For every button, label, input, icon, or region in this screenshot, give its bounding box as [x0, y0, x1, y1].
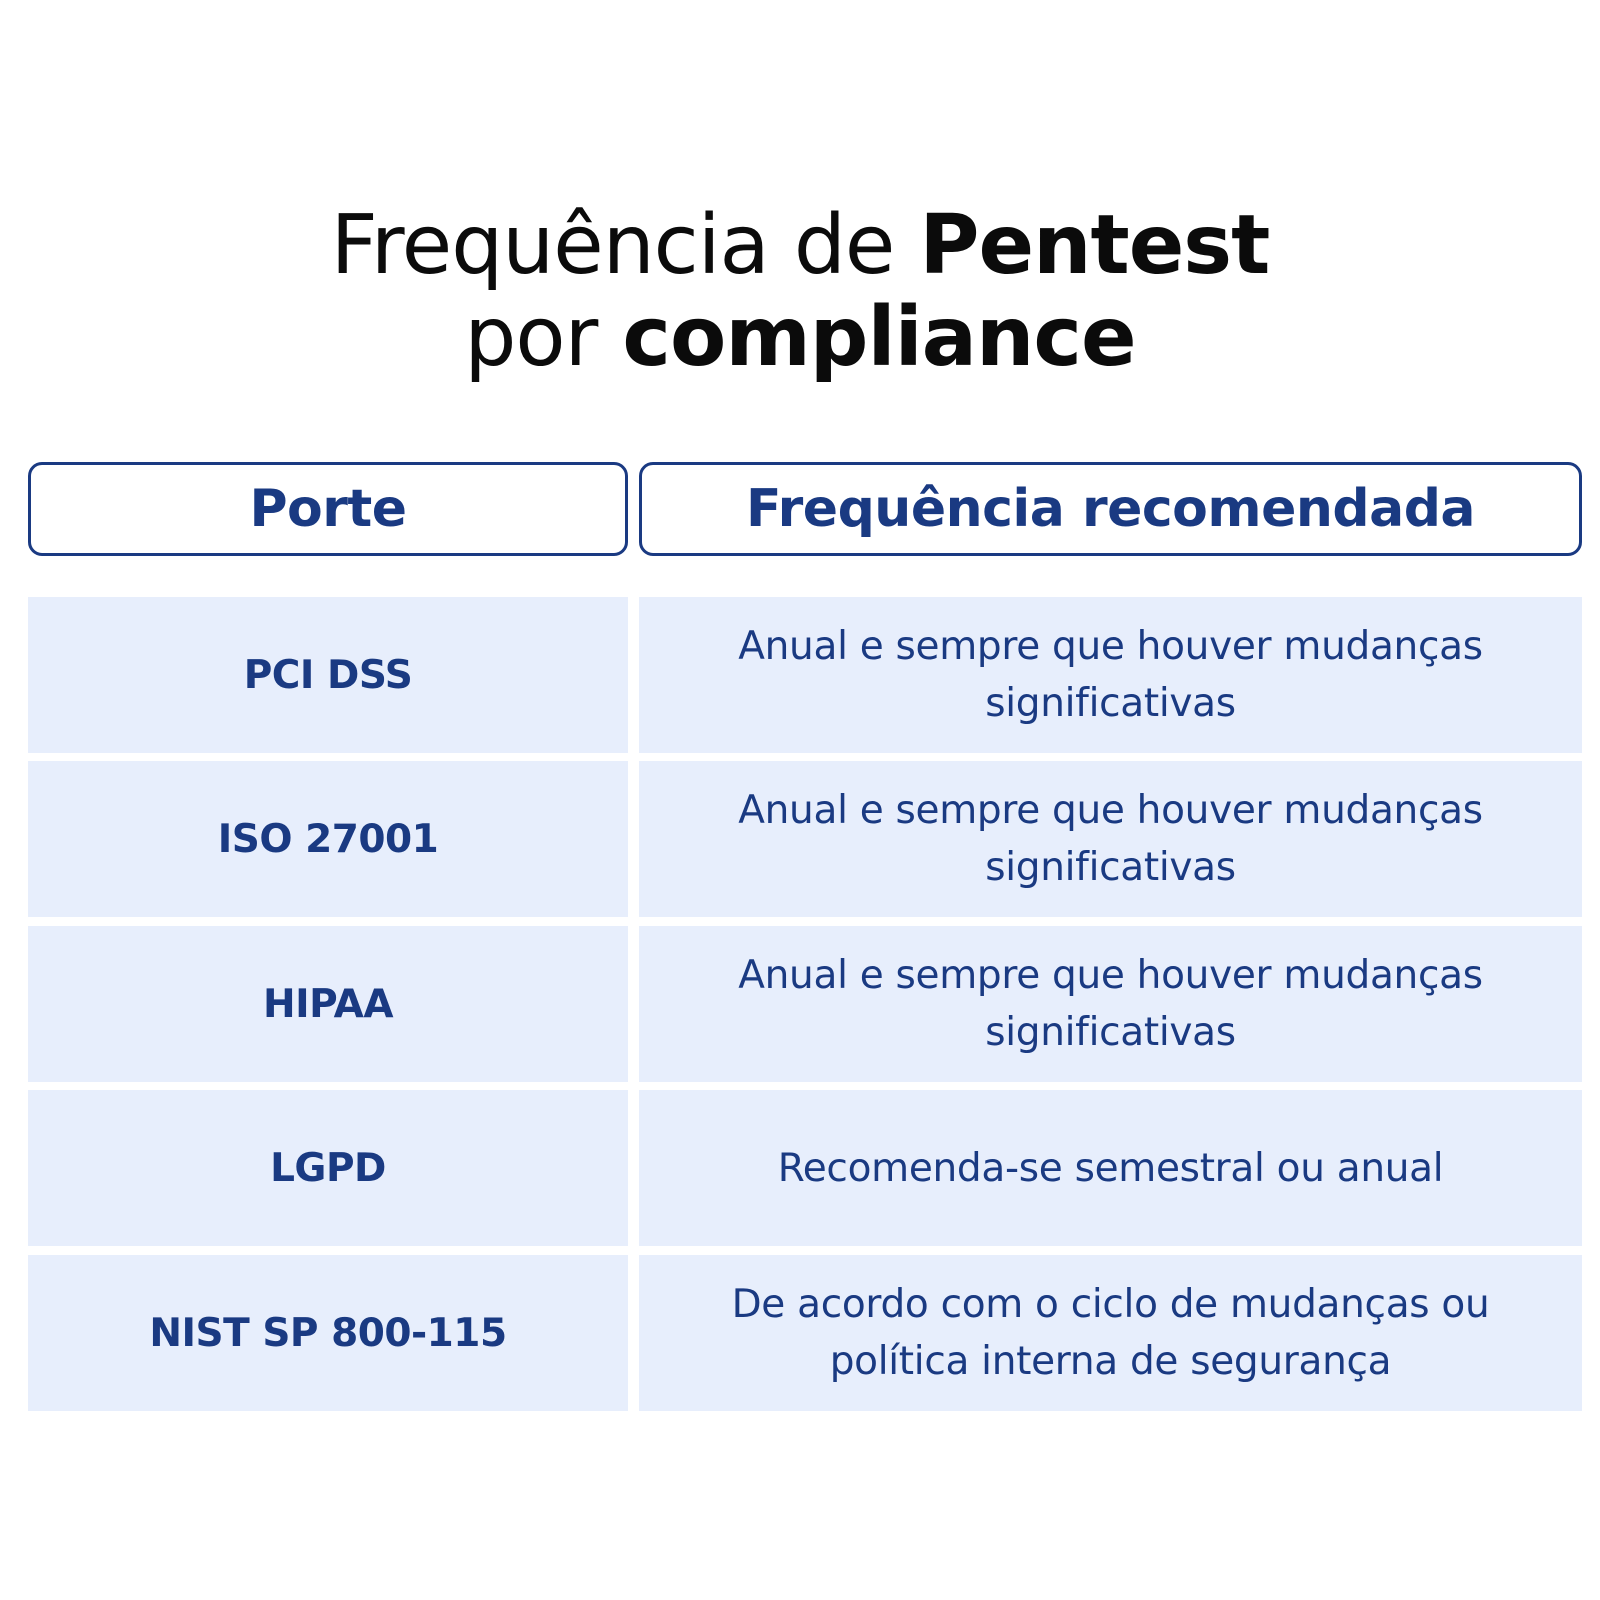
title-bold-part-1: Pentest: [919, 198, 1270, 293]
row-4-frequencia: Recomenda-se semestral ou anual: [639, 1090, 1582, 1246]
row-5-porte: NIST SP 800-115: [28, 1255, 628, 1411]
row-1-porte: PCI DSS: [28, 597, 628, 753]
title-regular-part-2: por: [464, 290, 623, 385]
header-frequencia: Frequência recomendada: [639, 462, 1582, 556]
row-2-frequencia: Anual e sempre que houver mudanças significativas: [639, 761, 1582, 917]
title-regular-part-1: Frequência de: [330, 198, 920, 293]
row-2-porte: ISO 27001: [28, 761, 628, 917]
row-1-frequencia: Anual e sempre que houver mudanças significativas: [639, 597, 1582, 753]
title-bold-part-2: compliance: [622, 290, 1136, 385]
page-title: [0, 200, 1600, 384]
title-line-2: [0, 292, 1600, 384]
row-5-frequencia: De acordo com o ciclo de mudanças ou política interna de segurança: [639, 1255, 1582, 1411]
title-line-1: [0, 200, 1600, 292]
header-porte: Porte: [28, 462, 628, 556]
row-4-porte: LGPD: [28, 1090, 628, 1246]
row-3-porte: HIPAA: [28, 926, 628, 1082]
row-3-frequencia: Anual e sempre que houver mudanças significativas: [639, 926, 1582, 1082]
